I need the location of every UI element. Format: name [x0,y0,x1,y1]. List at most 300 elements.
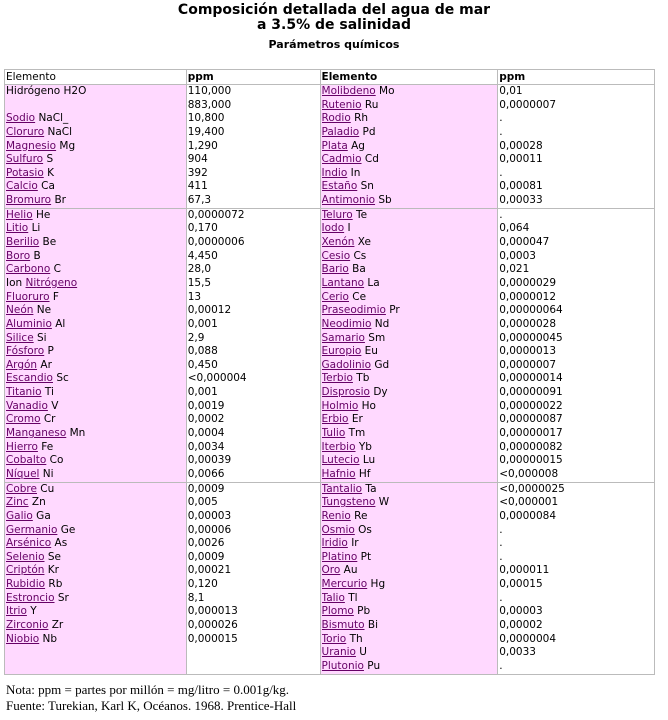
element-entry [6,510,185,524]
element-link[interactable]: Hierro [6,440,38,453]
element-symbol: Sc [52,372,69,385]
element-entry [322,318,497,332]
element-entry [322,619,497,633]
element-link[interactable]: Indio [321,166,348,179]
element-symbol: Al [51,317,66,330]
ppm-value: 0,00033 [499,194,543,207]
element-link[interactable]: Rubidio [6,578,46,591]
element-symbol: Hf [355,467,371,480]
element-prefix: Ion [6,276,26,289]
ppm-value: 0,170 [187,222,218,235]
element-link[interactable]: Tantalio [321,482,363,495]
ppm-value: 0,0000013 [499,345,557,358]
ppm-value: 0,00028 [499,139,543,152]
element-symbol: Pt [357,550,372,563]
ppm-value: 0,00000064 [499,304,563,317]
element-symbol: La [364,276,380,289]
element-link[interactable]: Cadmio [321,153,362,166]
element-entry [322,112,497,126]
element-link[interactable]: Hafnio [321,467,356,480]
element-entry [322,468,497,482]
element-entry [322,277,497,291]
element-entry [6,496,185,510]
table-row-group [5,85,655,209]
ppm-value: 0,00012 [187,304,232,317]
ppm-value: 0,0003 [499,249,536,262]
ppm-value: . [499,591,503,604]
element-symbol: Ni [39,467,54,480]
element-entry [6,386,185,400]
ppm-value: 411 [187,180,208,193]
ppm-value: 0,0000007 [499,98,557,111]
element-entry [322,222,497,236]
element-link[interactable]: Vanadio [6,399,48,412]
ppm-cell-left [186,208,320,482]
element-entry [322,564,497,578]
ppm-value: . [499,112,503,125]
element-symbol: B [30,249,41,262]
ppm-value: 0,000047 [499,236,550,249]
column-header-ppm-left: ppm [186,70,320,85]
ppm-value: 0,0002 [187,413,225,426]
element-link[interactable]: Lutecio [321,454,360,467]
element-link[interactable]: Manganeso [6,427,67,440]
ppm-value: 0,000011 [499,564,550,577]
ppm-value: 0,00000017 [499,427,563,440]
element-entry [322,413,497,427]
element-symbol: Cu [36,482,55,495]
element-link[interactable]: Nitrógeno [25,276,78,289]
ppm-value: 0,0033 [499,646,536,659]
element-cell-left [5,482,187,674]
element-link[interactable]: Mercurio [321,578,368,591]
element-entry [322,263,497,277]
element-symbol: Se [44,550,61,563]
element-link[interactable]: Samario [321,331,365,344]
element-symbol: Tl [344,591,358,604]
element-link[interactable]: Carbono [6,263,51,276]
element-symbol: Ca [37,180,55,193]
element-entry [322,126,497,140]
element-entry [322,496,497,510]
element-symbol: Ta [362,482,377,495]
ppm-value: 0,000015 [187,632,238,645]
element-link[interactable]: Lantano [321,276,365,289]
element-entry [6,441,185,455]
element-symbol: Ne [33,304,52,317]
element-entry [6,483,185,497]
element-symbol: Mn [66,427,86,440]
element-symbol: Ru [361,98,379,111]
element-entry [6,209,185,223]
element-link[interactable]: Disprosio [321,386,370,399]
element-entry [322,551,497,565]
ppm-value: 0,00000087 [499,413,563,426]
ppm-value: 0,120 [187,578,218,591]
element-link[interactable]: Galio [6,509,33,522]
element-link[interactable]: Holmio [321,399,359,412]
ppm-value: 0,0034 [187,440,225,453]
element-cell-right [320,85,498,209]
element-link[interactable]: Torio [321,632,347,645]
element-symbol: U [355,646,367,659]
element-link[interactable]: Renio [321,509,351,522]
element-symbol: Fe [37,440,54,453]
element-symbol: As [51,537,68,550]
element-link[interactable]: Cobre [6,482,37,495]
ppm-value: 0,00000022 [499,399,563,412]
ppm-cell-right [498,85,655,209]
element-symbol: Sm [364,331,386,344]
element-entry [6,194,185,208]
element-symbol: I [344,222,351,235]
ppm-cell-left [186,482,320,674]
ppm-value: 0,00003 [187,509,232,522]
element-link[interactable]: Uranio [321,646,356,659]
element-link[interactable]: Zirconio [6,618,49,631]
element-symbol: Eu [361,345,378,358]
element-symbol: Dy [369,386,388,399]
ppm-value: <0,0000025 [499,482,565,495]
element-link[interactable]: Europio [321,345,362,358]
ppm-value: . [499,166,503,179]
element-entry [6,605,185,619]
element-link[interactable]: Litio [6,222,29,235]
element-entry [6,167,185,181]
ppm-value: <0,000008 [499,467,559,480]
page-title-line-2: a 3.5% de salinidad [256,17,412,33]
element-entry [6,413,185,427]
element-symbol: Ce [348,290,367,303]
column-header-element-left: Elemento [5,70,187,85]
element-entry [322,236,497,250]
element-link[interactable]: Silice [6,331,34,344]
ppm-value: 0,0000007 [499,358,557,371]
element-link[interactable]: Xenón [321,236,355,249]
element-symbol: Yb [355,440,372,453]
element-link[interactable]: Terbio [321,372,353,385]
element-entry [322,592,497,606]
ppm-value: 110,000 [187,85,232,97]
element-link[interactable]: Criptón [6,564,45,577]
ppm-value: 0,0000072 [187,208,245,221]
element-symbol: Pu [363,659,381,672]
ppm-cell-right [498,482,655,674]
element-entry [6,222,185,236]
element-symbol: Sr [54,591,69,604]
element-link[interactable]: Estaño [321,180,358,193]
element-link[interactable]: Erbio [321,413,349,426]
element-link[interactable]: Tungsteno [321,496,376,509]
element-symbol: NaCl [44,125,73,138]
ppm-value: 0,0004 [187,427,225,440]
element-entry [6,236,185,250]
element-link[interactable]: Berilio [6,236,40,249]
element-entry [322,99,497,113]
element-entry [6,564,185,578]
ppm-value: <0,000001 [499,496,559,509]
ppm-value: 0,000013 [187,605,238,618]
ppm-value: 0,00000015 [499,454,563,467]
element-symbol: Co [46,454,64,467]
element-entry [6,427,185,441]
element-link[interactable]: Rutenio [321,98,362,111]
element-symbol: Hidrógeno H2O [6,85,87,97]
element-symbol: Zn [28,496,46,509]
element-cell-left [5,85,187,209]
ppm-value: 0,0009 [187,550,225,563]
ppm-value: 15,5 [187,276,212,289]
element-link[interactable]: Cloruro [6,125,45,138]
element-cell-right [320,482,498,674]
element-entry [322,153,497,167]
element-symbol: Y [26,605,37,618]
element-symbol: V [47,399,59,412]
element-link[interactable]: Antimonio [321,194,376,207]
element-link[interactable]: Selenio [6,550,45,563]
element-symbol: Pr [385,304,400,317]
element-link[interactable]: Bario [321,263,349,276]
element-link[interactable]: Iridio [321,537,348,550]
element-symbol: Br [51,194,66,207]
element-symbol: Ir [347,537,359,550]
element-link[interactable]: Aluminio [6,317,52,330]
element-link[interactable]: Potasio [6,166,44,179]
element-entry [6,112,185,126]
element-symbol: Tb [352,372,370,385]
element-link[interactable]: Titanio [6,386,42,399]
ppm-value: 0,0026 [187,537,225,550]
element-link[interactable]: Estroncio [6,591,55,604]
element-entry [6,359,185,373]
ppm-value: 0,088 [187,345,218,358]
element-link[interactable]: Osmio [321,523,355,536]
element-link[interactable]: Sulfuro [6,153,44,166]
element-link[interactable]: Neodimio [321,317,372,330]
element-link[interactable]: Plutonio [321,659,364,672]
element-link[interactable]: Neón [6,304,34,317]
ppm-value: 0,0066 [187,467,225,480]
element-symbol: Cd [361,153,379,166]
element-entry [6,318,185,332]
element-link[interactable]: Teluro [321,208,353,221]
column-header-ppm-right: ppm [498,70,655,85]
element-entry [322,140,497,154]
ppm-value: 0,01 [499,85,523,97]
element-symbol: Rh [350,112,369,125]
element-entry [322,345,497,359]
ppm-value: 0,00000045 [499,331,563,344]
element-symbol: Re [350,509,368,522]
element-entry [6,99,185,113]
element-symbol: K [43,166,54,179]
element-symbol: Ga [32,509,51,522]
ppm-value: 0,0000029 [499,276,557,289]
element-symbol: Ge [57,523,76,536]
element-entry [322,605,497,619]
table-row-group [5,482,655,674]
element-link[interactable]: Bromuro [6,194,52,207]
element-entry [6,126,185,140]
element-symbol: Cr [40,413,56,426]
element-entry [322,85,497,99]
ppm-value: 0,0000084 [499,509,557,522]
element-link[interactable]: Rodio [321,112,351,125]
element-entry [322,400,497,414]
element-link[interactable]: Molibdeno [321,85,376,97]
element-symbol: Nd [371,317,390,330]
ppm-value: 883,000 [187,98,232,111]
element-symbol: P [44,345,54,358]
element-link[interactable]: Cerio [321,290,349,303]
element-link[interactable]: Plata [321,139,348,152]
element-entry [6,277,185,291]
element-entry [6,180,185,194]
element-entry [6,263,185,277]
ppm-value: . [499,659,503,672]
element-entry [322,250,497,264]
element-symbol: Be [39,236,57,249]
element-entry [322,633,497,647]
element-link[interactable]: Germanio [6,523,58,536]
element-entry [6,592,185,606]
element-symbol: Gd [371,358,390,371]
ppm-value: 4,450 [187,249,218,262]
element-entry [322,660,497,674]
element-link[interactable]: Niobio [6,632,40,645]
ppm-value: 1,290 [187,139,218,152]
element-entry [6,537,185,551]
composition-table [4,69,655,675]
element-symbol: Hg [367,578,386,591]
element-entry [322,483,497,497]
element-link[interactable]: Itrio [6,605,27,618]
ppm-value: 0,00015 [499,578,543,591]
element-link[interactable]: Sodio [6,112,36,125]
element-cell-left [5,208,187,482]
element-link[interactable]: Iodo [321,222,345,235]
element-symbol: He [32,208,51,221]
element-cell-right [320,208,498,482]
table-row-group [5,208,655,482]
element-link[interactable]: Platino [321,550,358,563]
element-symbol: Ba [348,263,366,276]
element-entry [322,441,497,455]
page-title: Composición detallada del agua de mar [177,2,491,18]
table-header-row [5,70,655,85]
element-link[interactable]: Gadolinio [321,358,372,371]
element-entry [6,250,185,264]
element-symbol: Rb [45,578,63,591]
element-link[interactable]: Tulio [321,427,346,440]
element-symbol: Te [352,208,368,221]
element-symbol: Nb [39,632,58,645]
ppm-value: 0,064 [499,222,530,235]
element-link[interactable]: Plomo [321,605,354,618]
page-subtitle: Parámetros químicos [268,38,400,51]
element-symbol: Sn [357,180,374,193]
element-link[interactable]: Oro [321,564,341,577]
ppm-value: 0,450 [187,358,218,371]
element-link[interactable]: Calcio [6,180,38,193]
element-entry [322,194,497,208]
element-link[interactable]: Paladio [321,125,360,138]
ppm-value: 0,000026 [187,618,238,631]
element-entry [6,345,185,359]
element-link[interactable]: Fluoruro [6,290,50,303]
element-entry [6,304,185,318]
element-link[interactable]: Escandio [6,372,53,385]
ppm-value: 0,0000028 [499,317,557,330]
element-entry [6,291,185,305]
ppm-value: 0,00000082 [499,440,563,453]
ppm-value: 0,001 [187,386,218,399]
element-symbol: Kr [44,564,59,577]
element-link[interactable]: Zinc [6,496,29,509]
element-symbol: In [347,166,361,179]
element-symbol: S [43,153,54,166]
element-symbol: Mo [375,85,395,97]
element-entry [322,578,497,592]
element-entry [6,524,185,538]
element-link[interactable]: Talio [321,591,345,604]
ppm-value: . [499,537,503,550]
element-symbol: Xe [354,236,371,249]
element-link[interactable]: Fósforo [6,345,45,358]
element-link[interactable]: Magnesio [6,139,57,152]
element-link[interactable]: Helio [6,208,33,221]
ppm-value: 0,00011 [499,153,543,166]
element-link[interactable]: Argón [6,358,38,371]
element-entry [322,304,497,318]
element-link[interactable]: Bismuto [321,618,365,631]
element-symbol: Au [340,564,358,577]
ppm-value: . [499,125,503,138]
element-link[interactable]: Níquel [6,467,40,480]
element-symbol: Th [346,632,363,645]
element-link[interactable]: Boro [6,249,31,262]
ppm-value: 19,400 [187,125,225,138]
element-entry [322,332,497,346]
element-symbol: Cs [350,249,367,262]
element-symbol: Li [28,222,41,235]
element-entry [322,524,497,538]
ppm-cell-right [498,208,655,482]
ppm-value: 13 [187,290,202,303]
element-entry [322,510,497,524]
element-link[interactable]: Arsénico [6,537,52,550]
footnote: Nota: ppm = partes por millón = mg/litro = 0.001g/kg. [6,682,290,697]
ppm-value: . [499,208,503,221]
element-entry [322,209,497,223]
element-link[interactable]: Cesio [321,249,351,262]
element-link[interactable]: Praseodimio [321,304,386,317]
element-entry [322,386,497,400]
element-entry [6,633,185,647]
element-symbol: Ag [347,139,365,152]
element-symbol: Sb [375,194,392,207]
element-entry [322,372,497,386]
element-link[interactable]: Iterbio [321,440,356,453]
element-link[interactable]: Cobalto [6,454,47,467]
element-link[interactable]: Cromo [6,413,41,426]
element-symbol: Zr [48,618,64,631]
element-entry [6,468,185,482]
ppm-value: 0,00000091 [499,386,563,399]
element-symbol: W [375,496,390,509]
ppm-value: 8,1 [187,591,205,604]
ppm-value: 904 [187,153,208,166]
